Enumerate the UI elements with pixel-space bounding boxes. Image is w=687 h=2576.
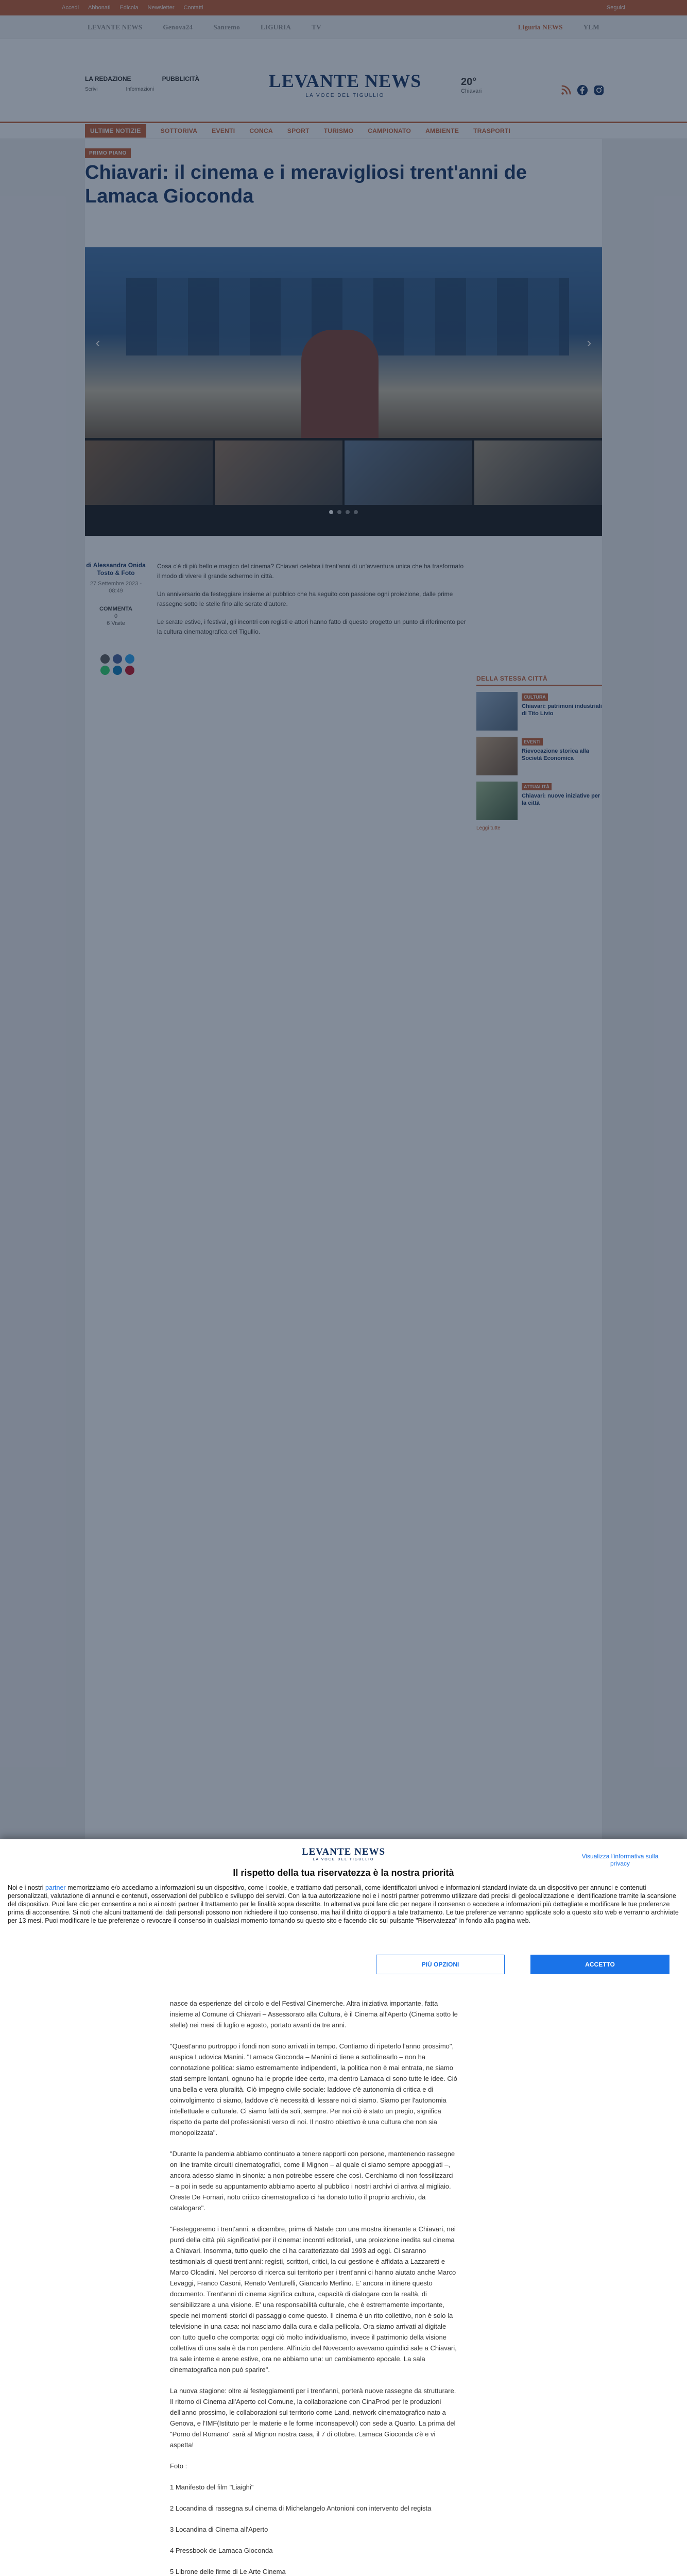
- article-continuation: [0, 1989, 687, 2576]
- consent-title: Il rispetto della tua riservatezza è la nostra priorità: [233, 1868, 454, 1878]
- foto-caption: 4 Pressbook de Lamaca Gioconda: [170, 2547, 273, 2554]
- consent-dialog: [0, 1839, 687, 1989]
- article-paragraph: nasce da esperienze del circolo e del Festival Cinemerche. Altra iniziativa importante, fatta insieme al Comune di Chiavari – Assessorato alla Cultura, è il Cinema all'Aperto (Cinema sotto le stelle) nei mesi di luglio e agosto, portato avanti da tre anni.: [170, 1999, 458, 2029]
- foto-label: Foto :: [170, 2462, 187, 2470]
- article-paragraph: "Durante la pandemia abbiamo continuato a tenere rapporti con persone, mantenendo rassegne on line tramite circuiti cinematografici, come il Mignon – al quale ci siamo sempre appoggiati –, ancora adesso siamo in sinonia: a non potrebbe essere che così. Cerchiamo di non fossilizzarci – a poi in sede su appuntamento abbiamo aperto al pubblico i nostri archivi ci arriva al migliaio. Oreste De Fornari, noto critico cinematografico ci ha donato tutto il proprio archivio, da catalogare".: [170, 2150, 455, 2212]
- foto-caption: 5 Librone delle firme di Le Arte Cinema: [170, 2568, 286, 2575]
- foto-caption: 3 Locandina di Cinema all'Aperto: [170, 2526, 268, 2533]
- foto-list: [170, 2482, 458, 2576]
- article-paragraph: La nuova stagione: oltre ai festeggiamenti per i trent'anni, porterà nuove rassegne da strutturare. Il ritorno di Cinema all'Aperto col Comune, la collaborazione con CinaProd per le produzioni dell'anno prossimo, le collaborazioni sul territorio come Land, network cinematografico nato a Genova, e l'IMF(Istituto per le materie e le forme inconsapevoli) con sede a Quarto. La prima del "Porno del Romano" sarà al Mignon nostra casa, il 7 di ottobre. Lamaca Gioconda c'è e vi aspetta!: [170, 2387, 456, 2449]
- consent-body-text: memorizziamo e/o accediamo a informazioni su un dispositivo, come i cookie, e trattiamo dati personali, come identificatori univoci e informazioni standard inviate da un dispositivo per annunci e contenuti personalizzati, valutazione di annunci e contenuti, osservazioni del pubblico e sviluppo dei servizi. Con la tua autorizzazione noi e i nostri partner potremmo utilizzare dati precisi di geolocalizzazione e identificazione tramite la scansione del dispositivo. Puoi fare clic per consentire a noi e ai nostri partner il trattamento per le finalità sopra descritte. In alternativa puoi fare clic per negare il consenso o accedere a informazioni più dettagliate e modificare le tue preferenze prima di acconsentire. Si noti che alcuni trattamenti dei dati personali possono non richiedere il tuo consenso, ma hai il diritto di opporti a tale trattamento. Le tue preferenze verranno applicate solo a questo sito web e verranno archiviate per 13 mesi. Puoi modificare le tue preferenze o revocare il consenso in qualsiasi momento tornando su questo sito e facendo clic sul pulsante "Riservatezza" in fondo alla pagina web.: [8, 1884, 679, 1924]
- consent-logo: LEVANTE NEWS: [301, 1846, 386, 1857]
- consent-logo-sub: LA VOCE DEL TIGULLIO: [313, 1858, 374, 1861]
- partner-link[interactable]: partner: [45, 1884, 66, 1891]
- article-paragraph: "Quest'anno purtroppo i fondi non sono arrivati in tempo. Contiamo di ripeterlo l'anno prossimo", auspica Ludovica Manini. "Lamaca Gioconda – Manini ci tiene a sottolinearlo – non ha connotazione politica: siamo estremamente indipendenti, la politica non è mai entrata, ne siamo stati sempre lontani, ognuno ha le proprie idee certo, ma dentro Lamaca ci sono tutte le idee. Ciò una bella e vera pluralità. Ciò impegno civile sociale: laddove c'è autonomia di critica e di coinvolgimento ci siamo, laddove c'è necessità di lessare noi ci siamo. Siamo per l'autonomia intellettuale e culturale. Ci siamo fatti da soli, sempre. Per noi ciò è stato un pregio, significa rispetto da parte del professionisti verso di noi. Il nostro obiettivo è una cultura che non sia monopolizzata".: [170, 2042, 457, 2137]
- consent-body: [8, 1884, 679, 1925]
- article-body-lower: [170, 1998, 458, 2576]
- more-options-button[interactable]: PIÙ OPZIONI: [376, 1955, 505, 1974]
- article-paragraph: "Festeggeremo i trent'anni, a dicembre, prima di Natale con una mostra itinerante a Chiavari, nei punti della città più significativi per il cinema: incontri editoriali, una proiezione inedita sul cinema a Chiavari. Insomma, tutto quello che ci ha caratterizzato dal 1993 ad oggi. Ci saranno testimonials di questi trent'anni: registi, scrittori, critici, la cui gestione è affidata a Lazzaretti e Marco Olcadini. Nel percorso di ricerca sui territorio per i trent'anni ci hanno aiutato anche Marco Levaggi, Franco Casoni, Renato Venturelli, Giancarlo Merlino. E' ancora in itinere questo documento. Trent'anni di cinema significa cultura, capacità di dialogare con la realtà, di sensibilizzare a una visione. E' una responsabilità culturale, che è estremamente importante, specie nei momenti storici di passaggio come questo. Il cinema è un rito collettivo, non è solo la televisione in una casa: noi nasciamo dalla cura e dalla pellicola. Ora siamo arrivati al digitale con tutto quello che comporta: oggi ciò molto individualismo, invece il patrimonio della visione collettiva di una sala è da non perdere. All'inizio del Novecento avevamo quindici sale a Chiavari, tra sale interne e arene estive, ora ne abbiamo una: un cambiamento epocale. La sala cinematografica non può sparire".: [170, 2225, 457, 2374]
- accept-button[interactable]: ACCETTO: [530, 1955, 669, 1974]
- foto-caption: 1 Manifesto del film "Liaighi": [170, 2483, 254, 2491]
- consent-body-start: Noi e i nostri: [8, 1884, 44, 1891]
- foto-caption: 2 Locandina di rassegna sul cinema di Michelangelo Antonioni con intervento del regista: [170, 2504, 432, 2512]
- privacy-policy-link[interactable]: Visualizza l'informativa sulla privacy: [581, 1853, 659, 1867]
